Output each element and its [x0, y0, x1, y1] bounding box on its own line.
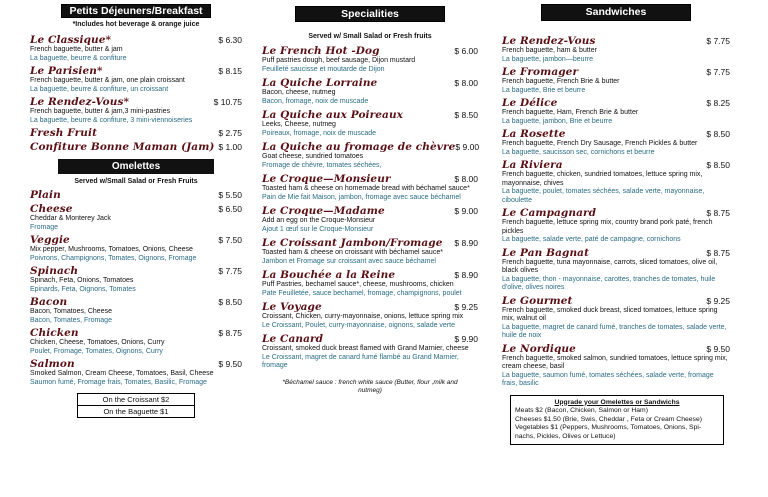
- menu-item-name: Le Rendez-Vous*: [30, 96, 130, 108]
- menu-item-name: Le French Hot -Dog: [262, 45, 380, 57]
- menu-item-price: $ 10.75: [213, 97, 242, 107]
- menu-item-name: Le Fromager: [502, 66, 579, 78]
- menu-item: [30, 65, 242, 94]
- extra-baguette: On the Baguette $1: [103, 407, 169, 416]
- menu-item-french-description: Pain de Mie fait Maison, jambon, fromage avec sauce béchamel: [262, 193, 461, 201]
- menu-item-french-description: La baguette, salade verte, paté de campagne, cornichons: [502, 236, 681, 243]
- menu-item-heading: [262, 77, 478, 89]
- menu-item-name: La Rosette: [502, 128, 566, 140]
- menu-item-heading: [262, 173, 478, 185]
- menu-item-price: $ 8.50: [706, 160, 730, 170]
- menu-item-description: Smoked Salmon, Cream Cheese, Tomatoes, Basil, Cheese: [30, 370, 214, 377]
- menu-item-name: Le Nordique: [502, 342, 576, 355]
- menu-item-heading: [262, 45, 478, 57]
- menu-item-price: $ 8.90: [454, 238, 478, 248]
- menu-item-heading: [262, 333, 478, 345]
- menu-item-heading: [30, 327, 242, 339]
- menu-item-description: Bacon, Tomatoes, Cheese: [30, 308, 112, 315]
- menu-item-description: Toasted ham & cheese on croissant with béchamel sauce*: [262, 249, 443, 256]
- menu-item-name: La Riviera: [502, 159, 563, 171]
- menu-item: [30, 189, 242, 201]
- menu-item-name: Fresh Fruit: [30, 127, 98, 139]
- menu-item-french-description: Bacon, fromage, noix de muscade: [262, 97, 369, 105]
- menu-item-description: French baguette, Ham, French Brie & butter: [502, 109, 639, 116]
- upgrade-meats: Meats $2 (Bacon, Chicken, Salmon or Ham): [515, 407, 648, 414]
- menu-item-french-description: La baguette, jambon, Brie et beurre: [502, 117, 613, 125]
- menu-item: [30, 327, 242, 356]
- menu-item-french-description: Fromage de chèvre, tomates séchées,: [262, 161, 382, 169]
- menu-item: [262, 205, 478, 234]
- menu-item-name: La Bouchée a la Reine: [262, 269, 396, 281]
- menu-item-description: French baguette, French Dry Sausage, French Pickles & butter: [502, 140, 698, 147]
- menu-item-french-description: Fromage: [30, 223, 59, 231]
- menu-item-heading: [262, 141, 478, 153]
- menu-item-heading: [30, 296, 242, 308]
- menu-item-price: $ 1.00: [218, 142, 242, 152]
- menu-item-heading: [262, 205, 478, 217]
- menu-item-price: $ 8.25: [706, 98, 730, 108]
- menu-item-name: Chicken: [30, 327, 79, 339]
- menu-item-heading: [30, 127, 242, 139]
- menu-item-description: French baguette, butter & jam, one plain croissant: [30, 77, 185, 84]
- menu-item-name: Le Croque—Madame: [262, 205, 385, 217]
- menu-item: [262, 109, 478, 138]
- menu-item-heading: [502, 295, 730, 307]
- menu-item-name: La Quiche au fromage de chèvre: [262, 141, 456, 153]
- menu-item: [262, 141, 478, 170]
- menu-item-name: Le Croissant Jambon/Fromage: [262, 237, 443, 249]
- menu-item-description: French baguette, smoked salmon, sundried tomatoes, lettuce spring mix, cream cheese, basil: [502, 354, 728, 370]
- menu-item: [30, 234, 242, 263]
- menu-item-price: $ 9.25: [454, 302, 478, 312]
- menu-item: [30, 141, 242, 153]
- menu-item-price: $ 7.50: [218, 235, 242, 245]
- menu-item: [30, 34, 242, 63]
- menu-item-name: Le Croque—Monsieur: [262, 173, 391, 185]
- menu-item: [30, 96, 242, 125]
- menu-item-name: Confiture Bonne Maman (Jam): [30, 141, 215, 153]
- menu-item-price: $ 6.50: [218, 204, 242, 214]
- sandwiches-list: [502, 35, 730, 389]
- sandwiches-header: Sandwiches: [541, 4, 691, 21]
- menu-item-price: $ 7.75: [218, 266, 242, 276]
- upgrade-vegetables: Vegetables $1 (Peppers, Mushrooms, Tomatoes, Onions, Spi-nachs, Pickles, Olives or Lettuce): [515, 424, 702, 440]
- menu-item-price: $ 8.00: [454, 78, 478, 88]
- menu-item-french-description: Le Croissant, magret de canard fumé flambé au Grand Marnier, fromage: [262, 353, 459, 369]
- menu-item-name: Spinach: [30, 265, 79, 277]
- menu-item-price: $ 5.50: [218, 190, 242, 200]
- menu-item-heading: [30, 189, 242, 201]
- menu-item-price: $ 8.00: [454, 174, 478, 184]
- menu-item-heading: [502, 35, 730, 47]
- menu-item: [502, 35, 730, 64]
- extra-croissant: On the Croissant $2: [78, 394, 194, 406]
- menu-item-french-description: Saumon fumé, Fromage frais, Tomates, Basilic, Fromage: [30, 378, 207, 386]
- menu-item-heading: [262, 109, 478, 121]
- menu-item: [262, 45, 478, 74]
- menu-item-price: $ 9.90: [454, 334, 478, 344]
- menu-item-name: La Quiche Lorraine: [262, 77, 378, 89]
- sandwiches-column: [502, 4, 730, 445]
- menu-item-price: $ 8.50: [706, 129, 730, 139]
- specialities-header: Specialities: [295, 6, 445, 22]
- menu-item-heading: [502, 159, 730, 171]
- menu-item-heading: [262, 269, 478, 281]
- menu-item-french-description: La baguette, beurre & confiture, 3 mini-viennoiseries: [30, 116, 193, 124]
- menu-item-french-description: Poireaux, fromage, noix de muscade: [262, 129, 377, 137]
- menu-item-name: Plain: [30, 189, 61, 201]
- menu-item: [262, 301, 478, 330]
- menu-item-price: $ 9.50: [218, 359, 242, 369]
- upgrade-title: Upgrade your Omelettes or Sandwichs: [554, 398, 680, 406]
- menu-item: [502, 66, 730, 95]
- menu-item: [502, 343, 730, 389]
- menu-item-heading: [30, 34, 242, 46]
- menu-item-price: $ 6.00: [454, 46, 478, 56]
- menu-item-french-description: La baguette, saucisson sec, cornichons et beurre: [502, 148, 655, 156]
- omelettes-note: Served w/Small Salad or Fresh Fruits: [74, 178, 198, 185]
- menu-item-french-description: Ajout 1 œuf sur le Croque-Monsieur: [262, 225, 374, 233]
- specialities-list: [262, 45, 478, 371]
- menu-item-description: Leeks, Cheese, nutmeg: [262, 121, 336, 128]
- menu-item: [30, 358, 242, 387]
- menu-item-name: La Quiche aux Poireaux: [262, 109, 404, 121]
- menu-item: [30, 265, 242, 294]
- menu-item-french-description: La baguette, thon - mayonnaise, carottes, tranches de tomates, huile d'olive, olives noires: [502, 275, 716, 291]
- menu-item-description: Bacon, cheese, nutmeg: [262, 89, 336, 96]
- upgrade-box: [510, 395, 724, 446]
- menu-item: [262, 173, 478, 202]
- menu-item-french-description: La baguette, jambon—beurre: [502, 55, 594, 63]
- menu-item-name: Le Parisien*: [30, 65, 103, 77]
- upgrade-cheeses: Cheeses $1.50 (Brie, Swis, Cheddar , Feta or Cream Cheese): [515, 415, 702, 423]
- menu-item-description: Cheddar & Monterey Jack: [30, 215, 111, 222]
- menu-item: [502, 207, 730, 245]
- menu-item: [262, 237, 478, 266]
- breakfast-column: [30, 4, 242, 418]
- menu-item: [502, 97, 730, 126]
- menu-item-french-description: La baguette, magret de canard fumé, tranches de tomates, salade verte, huile de noix: [502, 323, 727, 339]
- menu-item-description: Toasted ham & cheese on homemade bread with béchamel sauce*: [262, 185, 470, 192]
- menu-item-price: $ 9.00: [455, 142, 480, 152]
- menu-item-price: $ 9.50: [706, 343, 730, 354]
- breakfast-note: *Includes hot beverage & orange juice: [72, 21, 200, 28]
- menu-item-price: $ 7.75: [706, 36, 730, 46]
- menu-item-description: Chicken, Cheese, Tomatoes, Onions, Curry: [30, 339, 165, 346]
- menu-item-heading: [262, 237, 478, 249]
- specialities-column: [262, 4, 478, 395]
- menu-item-price: $ 8.75: [218, 328, 242, 338]
- menu-item-price: $ 8.50: [218, 297, 242, 307]
- menu-item-description: Spinach, Feta, Onions, Tomatoes: [30, 277, 134, 284]
- menu-item-heading: [30, 265, 242, 277]
- menu-item-french-description: Poivrons, Champignons, Tomates, Oignons, Fromage: [30, 254, 197, 262]
- menu-item-heading: [30, 203, 242, 215]
- menu-item-price: $ 8.15: [218, 66, 242, 76]
- menu-item-name: Salmon: [30, 358, 75, 370]
- menu-item-price: $ 2.75: [218, 128, 242, 138]
- menu-item-heading: [30, 65, 242, 77]
- breakfast-list: [30, 34, 242, 153]
- menu-item-description: French baguette, chicken, sundried tomatoes, lettuce spring mix, mayonnaise, chives: [502, 171, 703, 187]
- menu-item-name: Le Classique*: [30, 34, 112, 46]
- menu-item-price: $ 8.90: [454, 270, 478, 280]
- omelettes-header: Omelettes: [58, 159, 214, 174]
- menu-item-name: Le Voyage: [262, 301, 322, 313]
- menu-item-heading: [262, 301, 478, 313]
- menu-item-name: Bacon: [30, 296, 68, 308]
- menu-item-name: Veggie: [30, 234, 70, 246]
- menu-item-description: French baguette, smoked duck breast, sliced tomatoes, lettuce spring mix, walnut oil: [502, 306, 718, 322]
- menu-item-description: Mix pepper, Mushrooms, Tomatoes, Onions, Cheese: [30, 246, 193, 253]
- menu-item-name: Le Délice: [502, 97, 558, 109]
- omelettes-list: [30, 189, 242, 387]
- menu-item-french-description: La baguette, poulet, tomates séchées, salade verte, mayonnaise, ciboulette: [502, 188, 705, 204]
- menu-item: [502, 128, 730, 157]
- menu-item: [262, 77, 478, 106]
- menu-item-heading: [502, 343, 730, 355]
- menu-item: [262, 269, 478, 298]
- menu-item-heading: [502, 207, 730, 219]
- menu-item-description: French baguette, tuna mayonnaise, carrots, sliced tomatoes, olive oil, black olives: [502, 258, 718, 274]
- menu-item-heading: [30, 96, 242, 108]
- menu-item-french-description: La baguette, beurre & confiture: [30, 54, 127, 62]
- menu-item-price: $ 8.75: [706, 208, 730, 218]
- menu-item-french-description: Le Croissant, Poulet, curry-mayonnaise, oignons, salade verte: [262, 321, 455, 329]
- menu-item: [262, 333, 478, 371]
- croissant-baguette-extras: [77, 393, 195, 418]
- menu-item-name: Cheese: [30, 203, 73, 215]
- menu-item-heading: [30, 234, 242, 246]
- menu-item: [502, 295, 730, 341]
- menu-item-price: $ 6.30: [218, 35, 242, 45]
- menu-item-description: French baguette, ham & butter: [502, 47, 597, 54]
- menu-item-heading: [30, 141, 242, 153]
- menu-item-description: Puff pastries dough, beef sausage, Dijon mustard: [262, 57, 416, 64]
- menu-item: [502, 159, 730, 205]
- menu-item-heading: [502, 97, 730, 109]
- specialities-note: Served w/ Small Salad or Fresh fruits: [308, 33, 432, 40]
- menu-item-description: French baguette, lettuce spring mix, country brand pork paté, french pickles: [502, 219, 713, 235]
- menu-item-french-description: Pate Feuilletée, sauce bechamel, fromage, champignons, poulet: [262, 289, 462, 297]
- menu-item-heading: [502, 66, 730, 78]
- menu-item-french-description: Jambon et Fromage sur croissant avec sauce béchamel: [262, 257, 436, 265]
- menu-item-description: Croissant, smoked duck breast flamed with Grand Marnier, cheese: [262, 345, 469, 352]
- menu-item-french-description: Poulet, Fromage, Tomates, Oignons, Curry: [30, 347, 163, 355]
- menu-item-description: French baguette, French Brie & butter: [502, 78, 620, 85]
- menu-item-price: $ 8.75: [706, 247, 730, 258]
- menu-item-french-description: Bacon, Tomates, Fromage: [30, 316, 112, 324]
- menu-item-french-description: Epinards, Feta, Oignons, Tomates: [30, 285, 136, 293]
- menu-item-french-description: La baguette, beurre & confiture, un croissant: [30, 85, 169, 93]
- menu-item-name: Le Campagnard: [502, 207, 597, 219]
- menu-item-heading: [502, 128, 730, 140]
- menu-item-french-description: La baguette, saumon fumé, tomates séchées, salade verte, fromage frais, basilic: [502, 371, 714, 387]
- menu-item-price: $ 7.75: [706, 67, 730, 77]
- menu-item: [30, 296, 242, 325]
- menu-item-name: Le Rendez-Vous: [502, 35, 596, 47]
- menu-item-description: Croissant, Chicken, curry-mayonnaise, onions, lettuce spring mix: [262, 313, 464, 320]
- bechamel-footnote: *Béchamel sauce : french white sauce (Butter, flour ,milk and nutmeg): [282, 378, 458, 394]
- menu-item-heading: [30, 358, 242, 370]
- menu-item-description: Puff Pastries, bechamel sauce*, cheese, mushrooms, chicken: [262, 281, 454, 288]
- menu-item-name: Le Canard: [262, 333, 324, 345]
- menu-item-name: Le Gourmet: [502, 294, 573, 307]
- menu-item-price: $ 9.00: [454, 206, 478, 216]
- menu-item-price: $ 8.50: [454, 110, 478, 120]
- menu-item: [30, 127, 242, 139]
- menu-item-description: Goat cheese, sundried tomatoes: [262, 153, 364, 160]
- menu-item: [502, 247, 730, 293]
- menu-item-heading: [502, 247, 730, 259]
- menu-item-description: French baguette, butter & jam: [30, 46, 123, 53]
- menu-item-french-description: Feuilleté saucisse et moutarde de Dijon: [262, 65, 385, 73]
- menu-item: [30, 203, 242, 232]
- menu-item-name: Le Pan Bagnat: [502, 246, 590, 259]
- menu-item-price: $ 9.25: [706, 295, 730, 306]
- menu-item-french-description: La baguette, Brie et beurre: [502, 86, 586, 94]
- menu-item-description: French baguette, butter & jam,3 mini-pastries: [30, 108, 171, 115]
- menu-item-description: Add an egg on the Croque-Monsieur: [262, 217, 376, 224]
- breakfast-header: Petits Déjeuners/Breakfast: [61, 4, 211, 18]
